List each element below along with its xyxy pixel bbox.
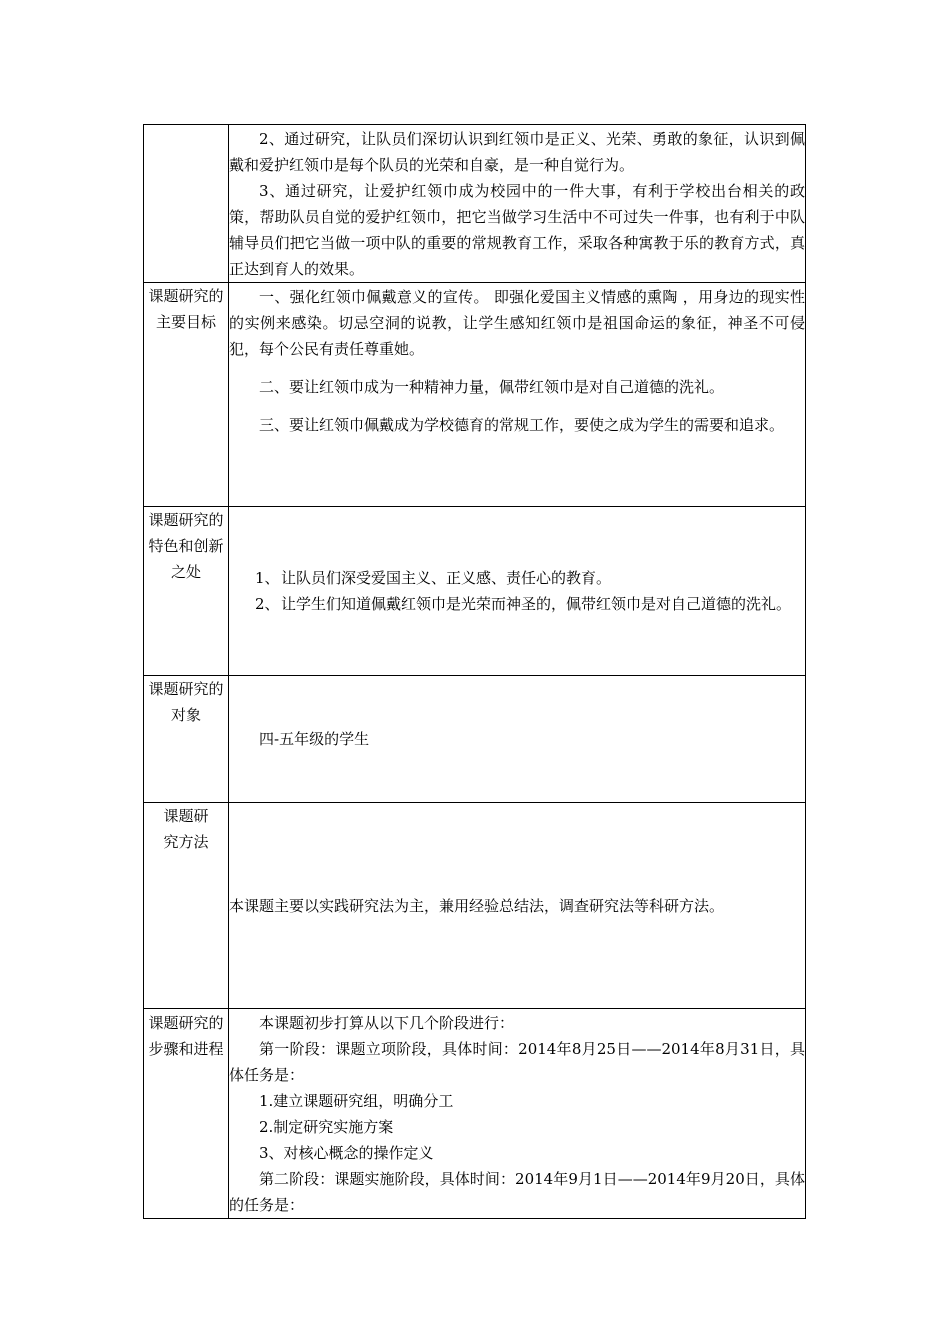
list-item xyxy=(255,591,805,617)
row-method xyxy=(144,803,806,1009)
list-text: 让学生们知道佩戴红领巾是光荣而神圣的，佩带红领巾是对自己道德的洗礼。 xyxy=(281,595,792,613)
list-number: 1、 xyxy=(255,569,280,587)
paragraph: 第二阶段：课题实施阶段，具体时间：2014年9月1日——2014年9月20日，具体的任务是： xyxy=(229,1170,805,1214)
row-steps xyxy=(144,1009,806,1219)
row-goals-label xyxy=(144,283,229,507)
row-target-content xyxy=(229,676,806,803)
label-text: 课题研究的特色和创新之处 xyxy=(148,511,224,581)
label-text: 课题研究的主要目标 xyxy=(148,287,224,331)
paragraph: 二、要让红领巾成为一种精神力量，佩带红领巾是对自己道德的洗礼。 xyxy=(259,378,725,396)
paragraph: 2、通过研究，让队员们深切认识到红领巾是正义、光荣、勇敢的象征，认识到佩戴和爱护红领巾是每个队员的光荣和自豪，是一种自觉行为。 xyxy=(229,130,805,174)
label-text: 课题研究的对象 xyxy=(148,680,224,724)
row-target xyxy=(144,676,806,803)
row-steps-content xyxy=(229,1009,806,1219)
row-continuation-content xyxy=(229,125,806,283)
row-features-label xyxy=(144,507,229,676)
paragraph: 本课题初步打算从以下几个阶段进行： xyxy=(259,1014,515,1032)
row-method-label xyxy=(144,803,229,1009)
label-text: 课题研究方法 xyxy=(163,807,209,851)
paragraph: 1.建立课题研究组，明确分工 xyxy=(259,1092,454,1110)
paragraph: 三、要让红领巾佩戴成为学校德育的常规工作，要使之成为学生的需要和追求。 xyxy=(259,416,785,434)
feature-list xyxy=(229,565,805,617)
paragraph: 四-五年级的学生 xyxy=(259,730,370,748)
list-text: 让队员们深受爱国主义、正义感、责任心的教育。 xyxy=(281,569,612,587)
list-number: 2、 xyxy=(255,595,280,613)
row-goals-content xyxy=(229,283,806,507)
row-target-label xyxy=(144,676,229,803)
research-table xyxy=(143,124,806,1219)
row-continuation xyxy=(144,125,806,283)
paragraph: 3、对核心概念的操作定义 xyxy=(259,1144,434,1162)
row-features xyxy=(144,507,806,676)
row-features-content xyxy=(229,507,806,676)
row-steps-label xyxy=(144,1009,229,1219)
paragraph: 3、通过研究，让爱护红领巾成为校园中的一件大事，有利于学校出台相关的政策，帮助队员自觉的爱护红领巾，把它当做学习生活中不可过失一件事，也有利于中队辅导员们把它当做一项中队的重要的常规教育工作，采取各种寓教于乐的教育方式，真正达到育人的效果。 xyxy=(229,182,805,278)
paragraph: 一、强化红领巾佩戴意义的宣传。 即强化爱国主义情感的熏陶 ，用身边的现实性的实例来感染。切忌空洞的说教，让学生感知红领巾是祖国命运的象征，神圣不可侵犯，每个公民有责任尊重她。 xyxy=(229,288,805,358)
paragraph: 本课题主要以实践研究法为主，兼用经验总结法，调查研究法等科研方法。 xyxy=(229,896,725,915)
list-item xyxy=(255,565,805,591)
label-text: 课题研究的步骤和进程 xyxy=(148,1014,224,1058)
row-method-content xyxy=(229,803,806,1009)
paragraph: 2.制定研究实施方案 xyxy=(259,1118,394,1136)
paragraph: 第一阶段：课题立项阶段，具体时间：2014年8月25日——2014年8月31日，具体任务是： xyxy=(229,1040,805,1084)
row-goals xyxy=(144,283,806,507)
row-continuation-label xyxy=(144,125,229,283)
